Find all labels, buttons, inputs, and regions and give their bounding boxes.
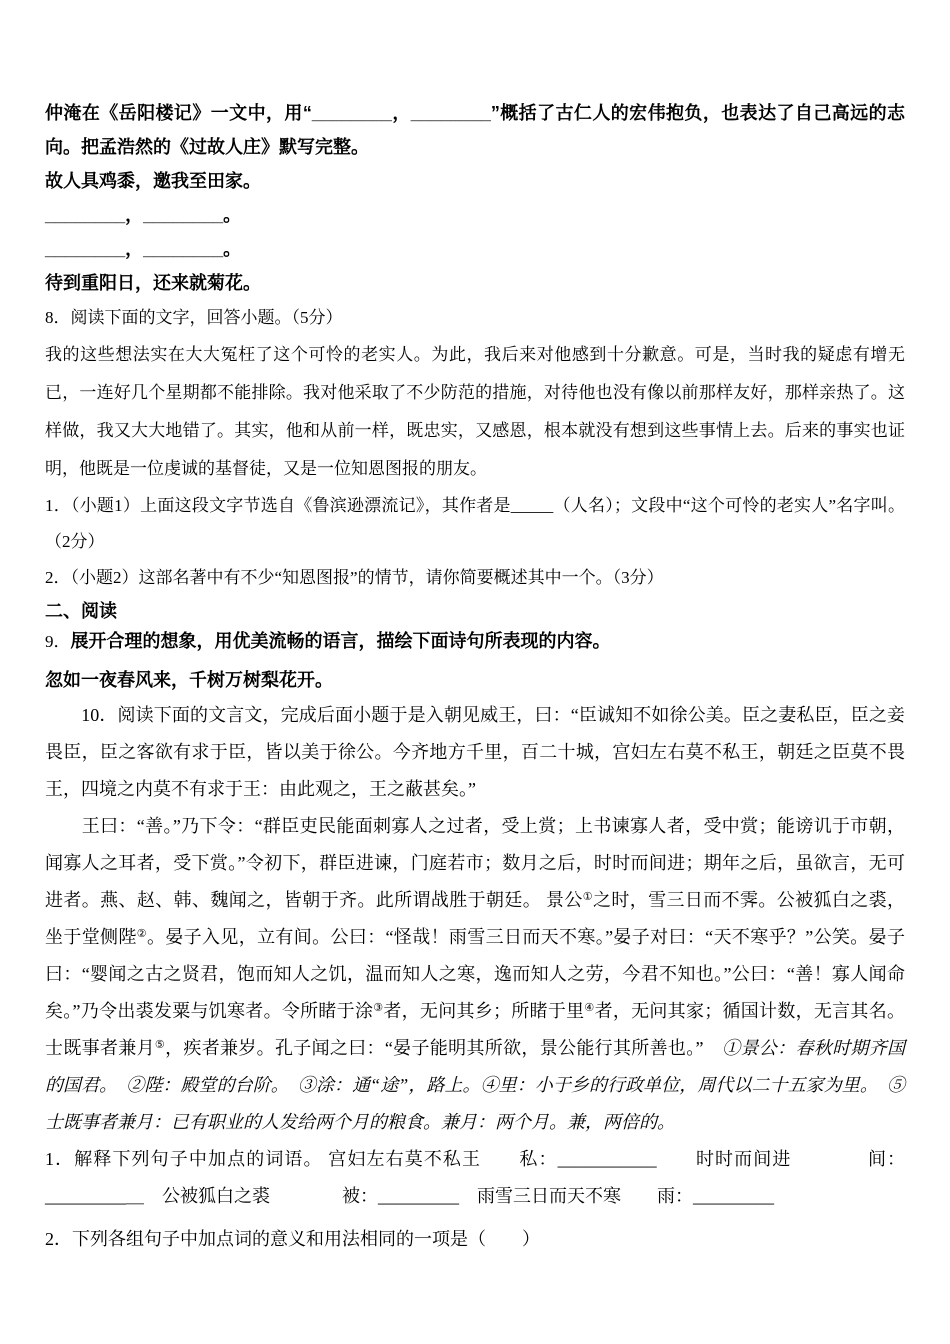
dictation-blank-line-1: ________，________。 — [45, 205, 242, 225]
section-2-heading: 二、阅读 — [45, 601, 117, 621]
question-8-subquestion-2: 2．（小题2）这部名著中有不少“知恩图报”的情节，请你简要概述其中一个。（3分） — [45, 568, 664, 587]
blank-si: 私：___________ — [481, 1149, 696, 1169]
question-9 — [45, 626, 905, 697]
question-10-paragraph-2 — [45, 808, 905, 1141]
blank-bei: 被：_________ — [270, 1186, 477, 1206]
question-8 — [45, 300, 905, 596]
question-10-subquestion-2: 2．下列各组句子中加点词的意义和用法相同的一项是（ ） — [45, 1229, 540, 1249]
question-10 — [45, 697, 905, 1258]
yanzi-passage: 者，无问其家；循国计数，无言其名。士既事者兼月 — [45, 1001, 905, 1058]
zouji-passage: 于是入朝见威王，曰：“臣诚知不如徐公美。臣之妻私臣，臣之妾畏臣，臣之客欲有求于臣，皆以美于徐公。今齐地方千里，百二十城，宫妇左右莫不私王，朝廷之臣莫不畏王，四境之内莫不有求于王：由此观之，王之蔽甚矣。” — [45, 705, 905, 799]
question-10-paragraph-1 — [45, 697, 905, 808]
question-8-subquestion-1: 1．（小题1）上面这段文字节选自《鲁滨逊漂流记》，其作者是_____（人名）；文段中“这个可怜的老实人”名字叫。（2分） — [45, 496, 905, 551]
question-10-subquestion-1 — [45, 1141, 905, 1215]
dictation-intro: 仲淹在《岳阳楼记》一文中，用“________，________”概括了古仁人的宏伟抱负，也表达了自己高远的志向。把孟浩然的《过故人庄》默写完整。 — [45, 103, 905, 157]
decree-passage: 王曰：“善。”乃下令：“群臣吏民能面刺寡人之过者，受上赏；上书谏寡人者，受中赏；能谤讥于市朝，闻寡人之耳者，受下赏。”令初下，群臣进谏，门庭若市；数月之后，时时而间进；期年之后，虽欲言，无可进者。燕、赵、韩、魏闻之，皆朝于齐。此所谓战胜于朝廷。 景公 — [45, 816, 905, 910]
footnotes: ①景公：春秋时期齐国的国君。 ②陛：殿堂的台阶。 ③涂：通“途”，路上。④里：小于乡的行政单位，周代以二十五家为里。 ⑤士既事者兼月：已有职业的人发给两个月的粮食。兼月：两个月。兼，两倍的。 — [45, 1038, 906, 1132]
dictation-section — [45, 96, 905, 300]
dictation-blank-line-2: ________，________。 — [45, 239, 242, 259]
quoted-phrase: 宫妇左右莫不私王 — [328, 1149, 482, 1169]
question-8-passage: 我的这些想法实在大大冤枉了这个可怜的老实人。为此，我后来对他感到十分歉意。可是，当时我的疑虑有增无已，一连好几个星期都不能排除。我对他采取了不少防范的措施，对待他也没有像以前那样友好，那样亲热了。这样做，我又大大地错了。其实，他和从前一样，既忠实，又感恩，根本就没有想到这些事情上去。后来的事实也证明，他既是一位虔诚的基督徒，又是一位知恩图报的朋友。 — [45, 345, 905, 478]
q10-intro: 10．阅读下面的文言文，完成后面小题 — [45, 705, 390, 725]
footnote-ref-4: ④ — [584, 1002, 595, 1014]
yanzi-passage: 者，无问其乡；所睹于里 — [383, 1001, 585, 1021]
question-9-line — [45, 626, 905, 657]
yanzi-passage: 之时，雪三日而不霁。公被狐白之裘，坐于堂侧陛 — [45, 890, 905, 947]
footnote-ref-1: ① — [582, 891, 593, 903]
quoted-phrase: 雨雪三日而天不寒 — [477, 1186, 621, 1206]
blank-yu: 雨：_________ — [621, 1186, 774, 1206]
footnote-ref-2: ② — [136, 928, 147, 940]
quoted-phrase: 公被狐白之裘 — [162, 1186, 270, 1206]
blank-jian: 间：_________＿ — [45, 1149, 906, 1206]
footnote-ref-3: ③ — [373, 1002, 384, 1014]
question-9-prompt: 展开合理的想象，用优美流畅的语言，描绘下面诗句所表现的内容。 — [70, 631, 611, 651]
yanzi-passage: ，疾者兼岁。孔子闻之曰：“晏子能明其所欲，景公能行其所善也。” — [165, 1038, 704, 1058]
dictation-line-given-1: 故人具鸡黍，邀我至田家。 — [45, 171, 261, 191]
question-9-number: 9． — [45, 632, 71, 651]
footnote-ref-5: ⑤ — [154, 1039, 166, 1051]
q10-sub1-prompt: 1．解释下列句子中加点的词语。 — [45, 1149, 329, 1169]
yanzi-passage: 。晏子入见，立有间。公曰：“怪哉！雨雪三日而天不寒。”晏子对曰：“天不寒乎？”公笑。晏子曰：“婴闻之古之贤君，饱而知人之饥，温而知人之寒，逸而知人之劳，今君不知也。”公曰：“善！寡人闻命矣。”乃令出裘发粟与饥寒者。令所睹于涂 — [45, 927, 906, 1021]
quoted-phrase: 时时而间进 — [695, 1149, 792, 1169]
question-8-heading: 8．阅读下面的文字，回答小题。（5分） — [45, 308, 343, 327]
question-9-verse: 忽如一夜春风来，千树万树梨花开。 — [45, 670, 333, 690]
dictation-line-given-2: 待到重阳日，还来就菊花。 — [45, 273, 261, 293]
